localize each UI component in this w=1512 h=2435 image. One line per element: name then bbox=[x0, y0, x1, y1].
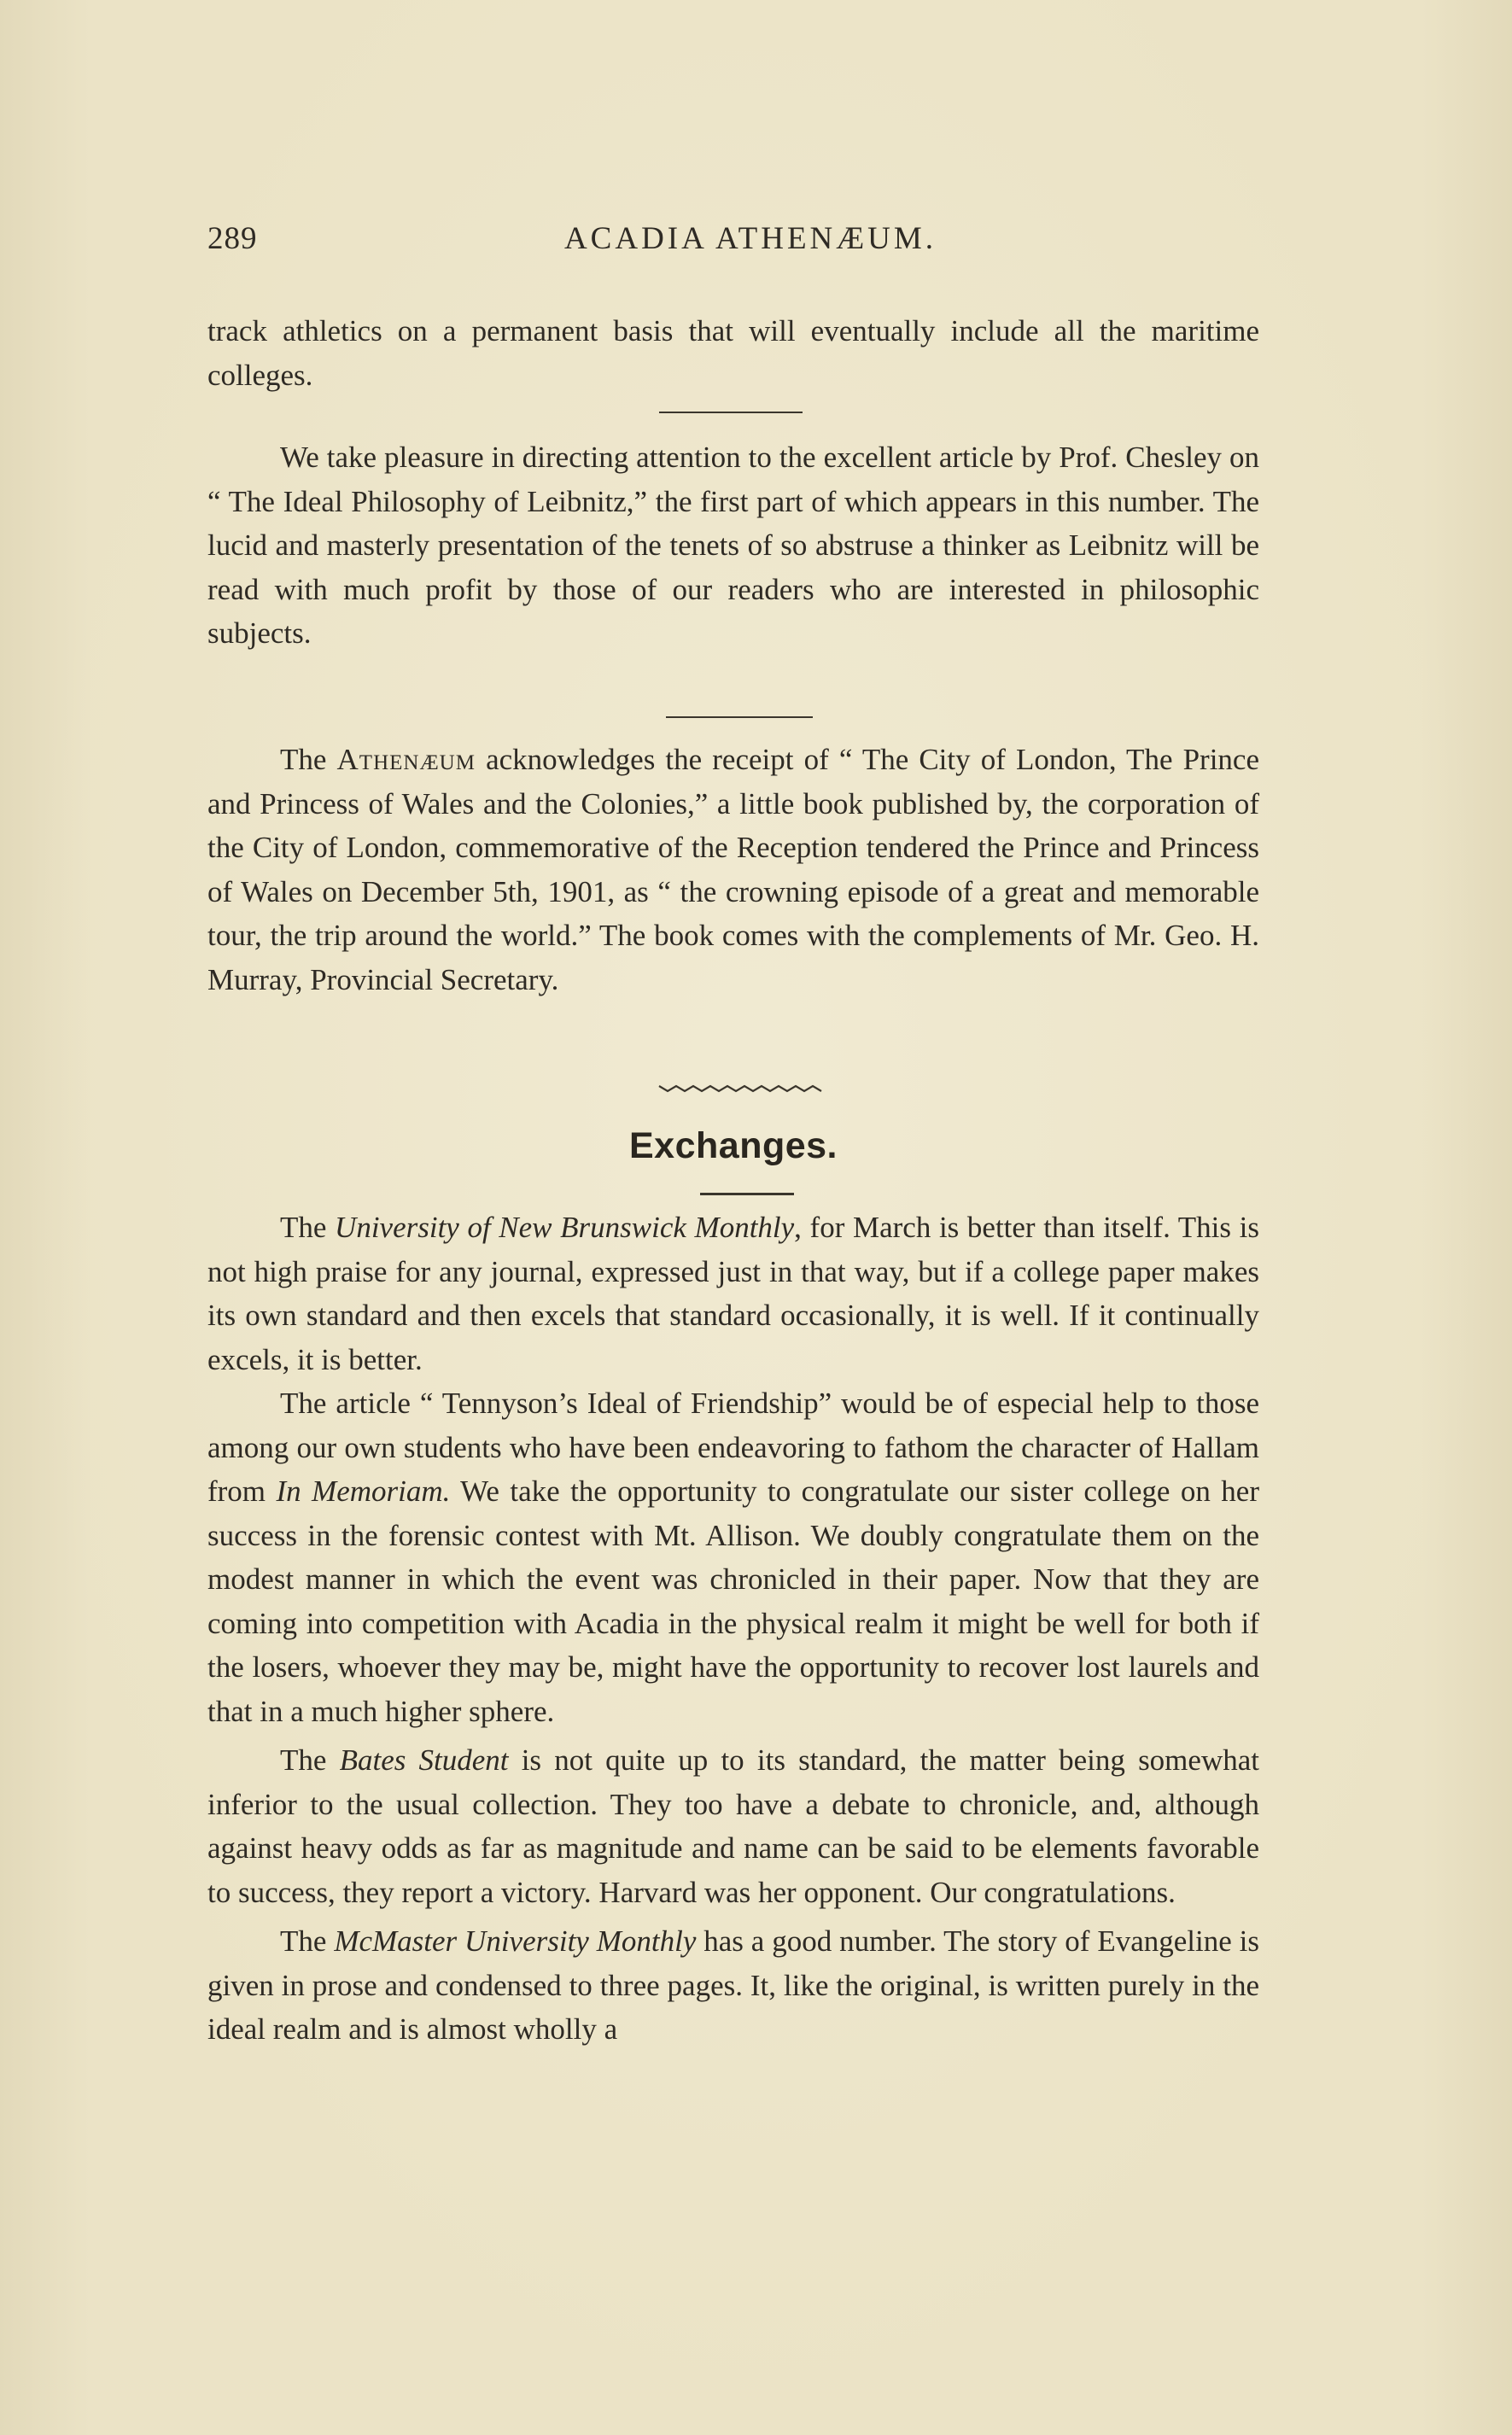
text-span: The bbox=[280, 1743, 340, 1777]
intro-paragraph-3-block bbox=[207, 738, 1259, 1001]
journal-title: McMaster University Monthly bbox=[334, 1924, 697, 1958]
book-title: In Memoriam. bbox=[276, 1474, 451, 1508]
intro-paragraph-3 bbox=[207, 738, 1259, 1001]
section-divider bbox=[659, 412, 803, 413]
exchanges-paragraph-4 bbox=[207, 1919, 1259, 2052]
journal-title: University of New Brunswick Monthly bbox=[335, 1211, 795, 1244]
text-span: The bbox=[280, 743, 337, 776]
exchanges-paragraph-3 bbox=[207, 1738, 1259, 1914]
text-span: acknowledges the receipt of “ The City of London, The Prince and Princess of Wales and the Colonies,” a little book published by, the corporation of the City of London, commemorative of the Reception tendered the Prince and Princess of Wales on December 5th, 1901, as “ the crowning episode of a great and memorable tour, the trip around the world.” The book comes with the complements of Mr. Geo. H. Murray, Provincial Secretary. bbox=[207, 743, 1259, 996]
page-number: 289 bbox=[207, 221, 258, 256]
intro-paragraph-1-block bbox=[207, 309, 1259, 397]
intro-paragraph-2: We take pleasure in directing attention to the excellent article by Prof. Chesley on “ The Ideal Philosophy of Leibnitz,” the first part of which appears in this number. The lucid and masterly presentation of the tenets of so abstruse a thinker as Leibnitz will be read with much profit by those of our readers who are interested in philosophic subjects. bbox=[207, 441, 1259, 650]
running-title: ACADIA ATHENÆUM. bbox=[563, 221, 937, 256]
journal-title: Bates Student bbox=[339, 1743, 509, 1777]
exchanges-body bbox=[207, 1206, 1259, 2052]
page-header bbox=[207, 220, 1259, 272]
heading-underline bbox=[700, 1193, 794, 1195]
intro-paragraph-1: track athletics on a permanent basis that will eventually include all the maritime colleges. bbox=[207, 314, 1259, 392]
text-span: The bbox=[280, 1211, 336, 1244]
exchanges-paragraph-2 bbox=[207, 1381, 1259, 1733]
exchanges-paragraph-1 bbox=[207, 1206, 1259, 1381]
intro-paragraph-2-block bbox=[207, 435, 1259, 656]
text-span: has a good number. The story of Evangeline is given in prose and condensed to three pages. It, like the original, is written purely in the ideal realm and is almost wholly a bbox=[207, 1924, 1260, 2046]
text-span: We take the opportunity to congratulate our sister college on her success in the forensic contest with Mt. Allison. We doubly congratulate them on the modest manner in which the event was chronicled in their paper. Now that they are coming into competition with Acadia in the physical realm it might be well for both if the losers, whoever they may be, might have the opportunity to recover lost laurels and that in a much higher sphere. bbox=[207, 1474, 1259, 1728]
exchanges-heading: Exchanges. bbox=[629, 1125, 838, 1166]
text-span: The article “ Tennyson’s Ideal of Friendship” would be of especial help to those among our own students who have been endeavoring to fathom the character of Hallam from bbox=[207, 1387, 1259, 1508]
text-span: is not quite up to its standard, the matter being somewhat inferior to the usual collection. They too have a debate to chronicle, and, although against heavy odds as far as magnitude and name can be said to be elements favorable to success, they report a victory. Harvard was her opponent. Our congratulations. bbox=[207, 1743, 1259, 1909]
section-divider bbox=[666, 716, 813, 718]
text-span: The bbox=[280, 1924, 335, 1958]
ornament-divider bbox=[657, 1083, 825, 1095]
text-span: , for March is better than itself. This is not high praise for any journal, expressed just in that way, but if a college paper makes its own standard and then excels that standard occasionally, it is well. If it continually excels, it is better. bbox=[207, 1211, 1259, 1376]
journal-name: Athenæum bbox=[336, 743, 476, 776]
